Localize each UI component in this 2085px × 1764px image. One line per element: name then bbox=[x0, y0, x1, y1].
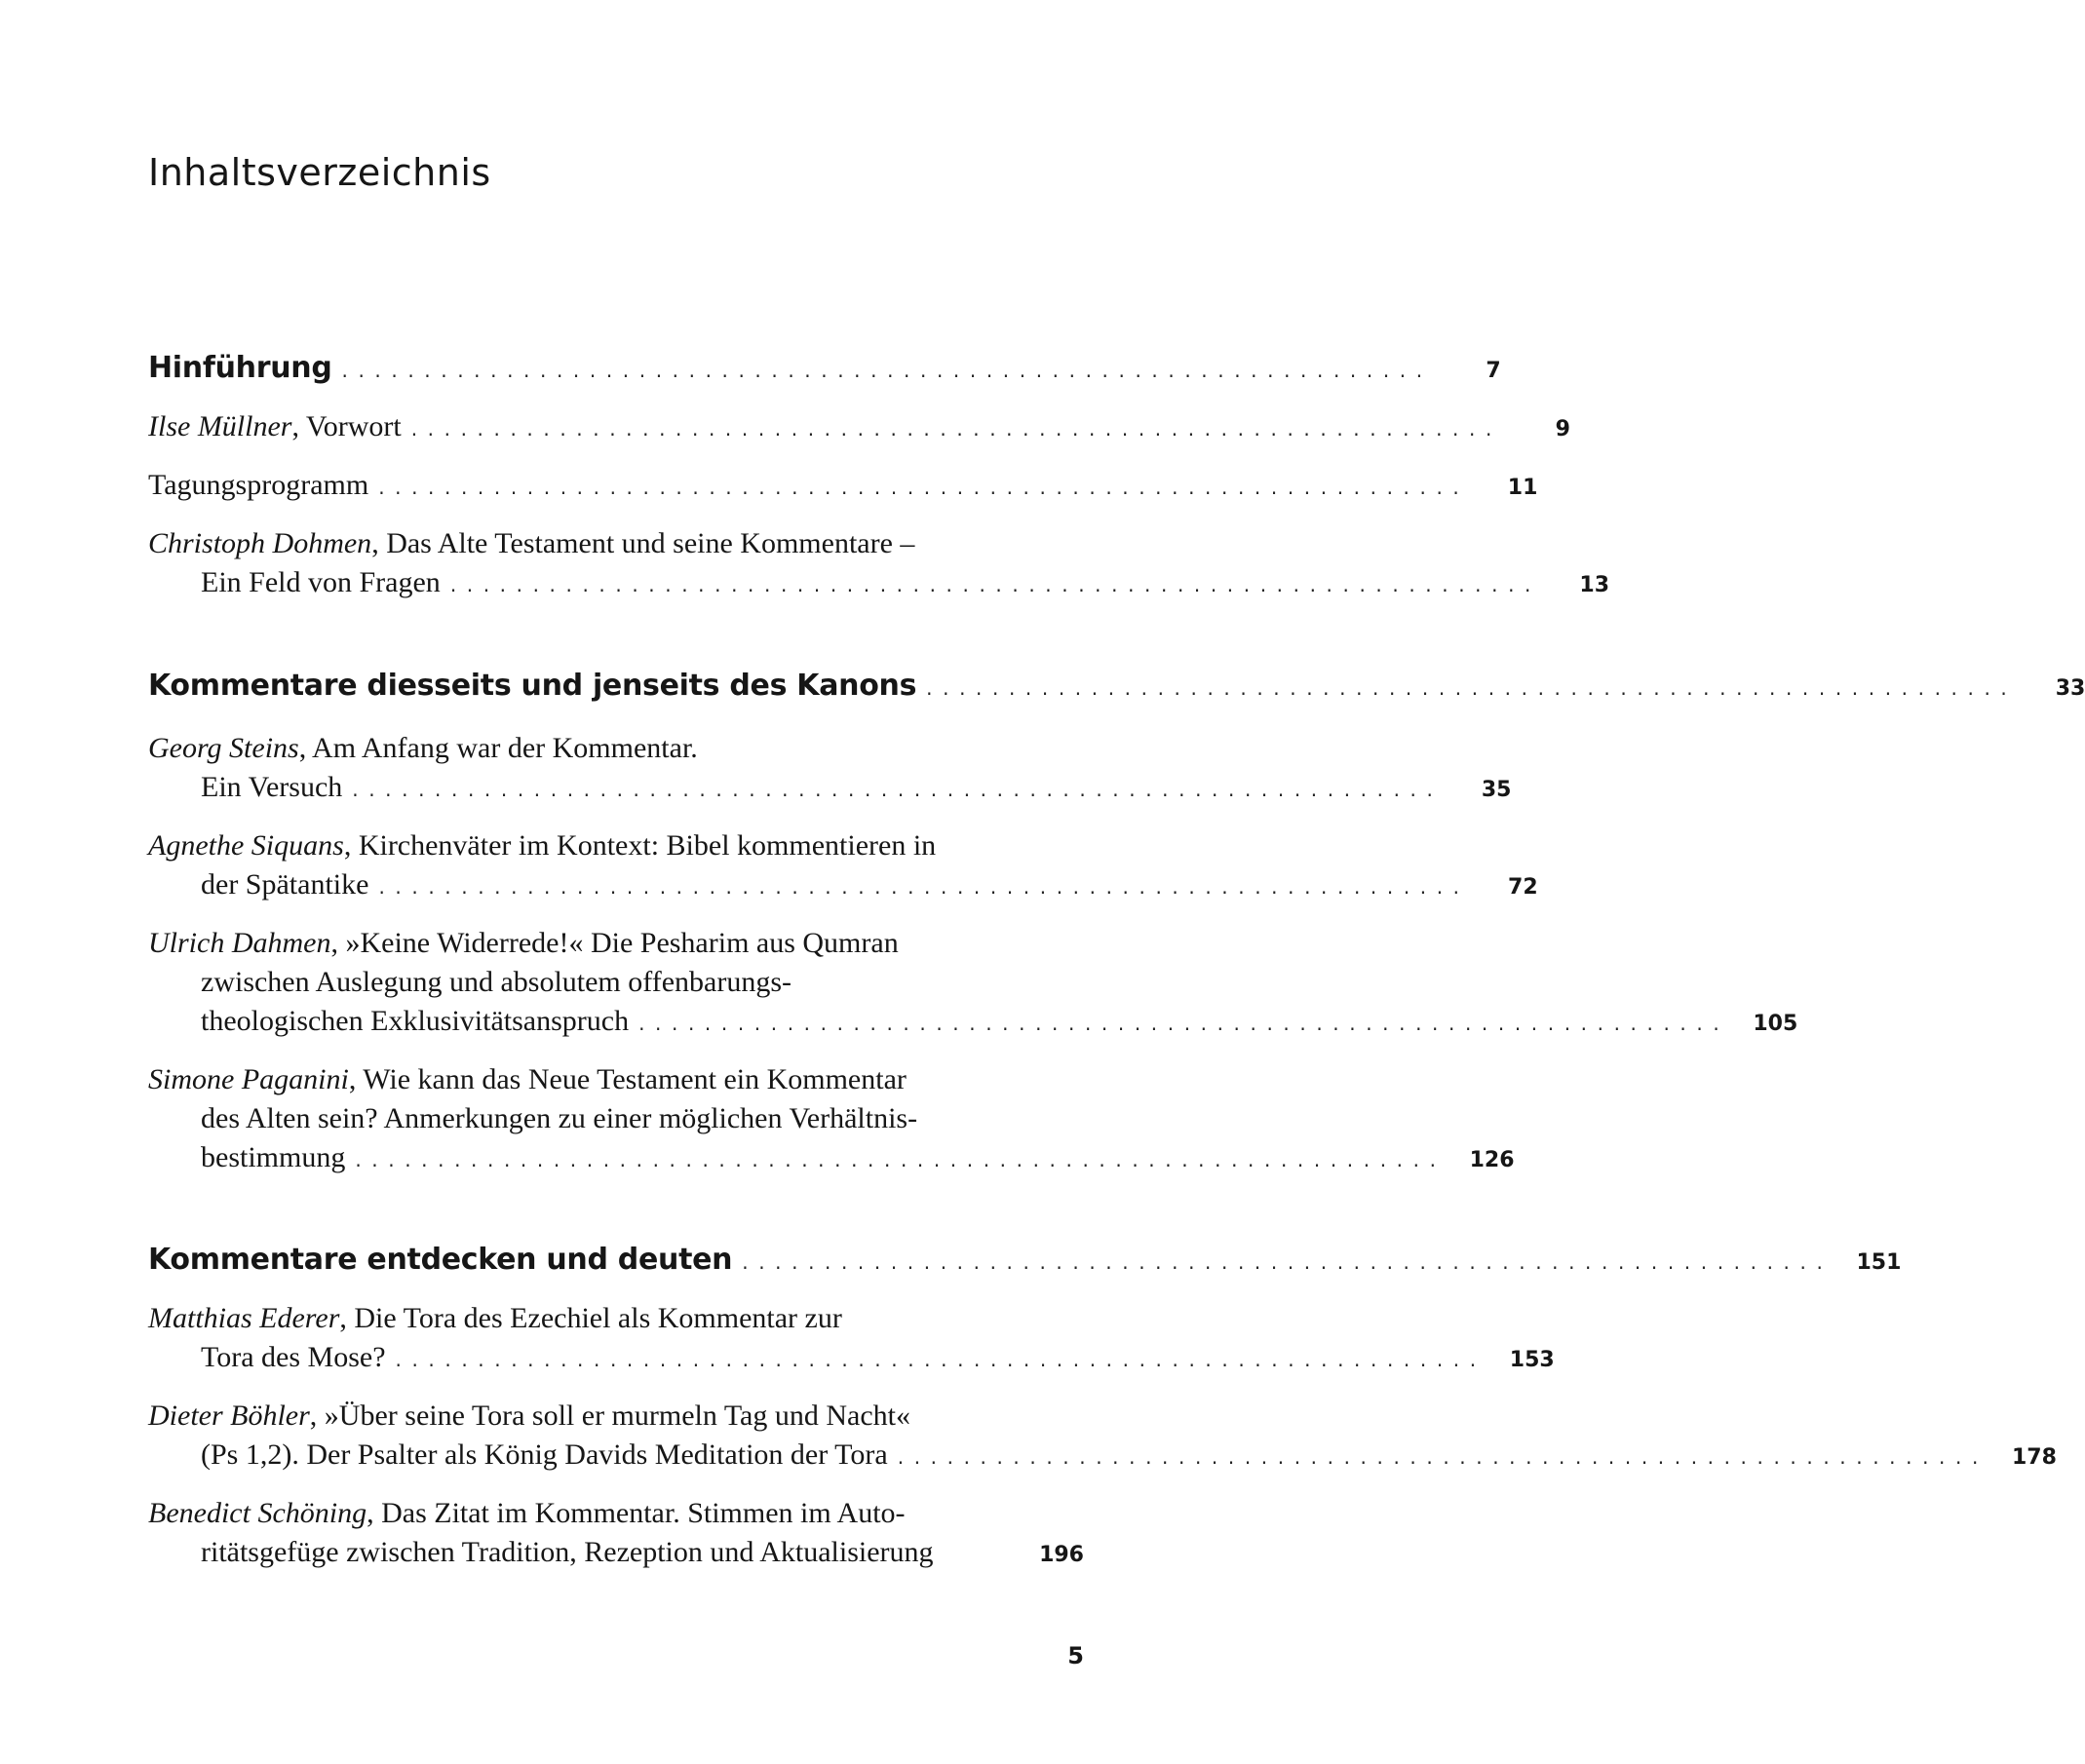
entry-author: Georg Steins bbox=[148, 732, 299, 764]
toc-entry bbox=[148, 1397, 2057, 1475]
section-heading-hinfuehrung bbox=[148, 349, 1501, 388]
entry-title: , Am Anfang war der Kommentar. bbox=[298, 732, 698, 764]
page-ref: 151 bbox=[1856, 1250, 1902, 1275]
section-heading-entdecken bbox=[148, 1241, 1902, 1280]
page-ref: 126 bbox=[1469, 1148, 1515, 1172]
toc-entry bbox=[148, 729, 1512, 807]
toc-entry bbox=[148, 1494, 1084, 1572]
page-ref: 72 bbox=[1508, 875, 1538, 900]
toc-entry bbox=[148, 466, 1538, 505]
entry-title: , Das Zitat im Kommentar. Stimmen im Auto- bbox=[367, 1497, 906, 1529]
section-heading-kanon bbox=[148, 667, 2085, 706]
entry-author: Ilse Müllner bbox=[148, 410, 292, 442]
dot-leader: .................................................................. bbox=[926, 676, 2018, 700]
dot-leader: .................................................................. bbox=[395, 1348, 1487, 1371]
page-ref: 35 bbox=[1481, 778, 1512, 802]
entry-title-cont: bestimmung bbox=[201, 1141, 346, 1173]
entry-title: , Die Tora des Ezechiel als Kommentar zur bbox=[339, 1302, 842, 1334]
page-ref: 196 bbox=[1039, 1543, 1084, 1567]
page-number: 5 bbox=[1067, 1642, 1084, 1669]
entry-author: Matthias Ederer bbox=[148, 1302, 340, 1334]
toc-entry bbox=[148, 924, 1798, 1041]
entry-title-cont: der Spätantike bbox=[201, 868, 369, 901]
entry-title: , Kirchenväter im Kontext: Bibel kommentieren in bbox=[343, 829, 937, 862]
page-ref: 105 bbox=[1753, 1012, 1798, 1036]
dot-leader: .................................................................. bbox=[341, 359, 1433, 382]
entry-title-cont: theologischen Exklusivitätsanspruch bbox=[201, 1005, 630, 1037]
entry-author: Dieter Böhler bbox=[148, 1400, 310, 1432]
entry-author: Benedict Schöning bbox=[148, 1497, 367, 1529]
page-ref: 33 bbox=[2055, 676, 2085, 701]
section-title: Kommentare entdecken und deuten bbox=[148, 1243, 733, 1277]
entry-title: , Das Alte Testament und seine Kommentare – bbox=[371, 527, 915, 559]
entry-title-cont: Ein Versuch bbox=[201, 771, 343, 803]
toc-entry bbox=[148, 1299, 1555, 1377]
page-ref: 9 bbox=[1555, 417, 1570, 441]
toc-entry bbox=[148, 407, 1570, 446]
toc-entry bbox=[148, 826, 1538, 904]
entry-title: , Vorwort bbox=[291, 410, 402, 442]
entry-author: Agnethe Siquans bbox=[148, 829, 344, 862]
entry-title-cont: Ein Feld von Fragen bbox=[201, 566, 441, 598]
dot-leader: .................................................................. bbox=[410, 417, 1502, 441]
entry-title-cont: Tora des Mose? bbox=[201, 1341, 386, 1373]
dot-leader: .................................................................. bbox=[742, 1250, 1834, 1274]
dot-leader: .................................................................. bbox=[378, 875, 1470, 899]
toc-entry bbox=[148, 524, 1610, 602]
entry-title: , Wie kann das Neue Testament ein Kommentar bbox=[348, 1063, 907, 1095]
page-ref: 13 bbox=[1579, 573, 1610, 597]
section-title: Kommentare diesseits und jenseits des Kanons bbox=[148, 669, 917, 703]
dot-leader: .................................................................. bbox=[449, 573, 1542, 596]
dot-leader: .................................................................. bbox=[352, 778, 1444, 801]
page-ref: 11 bbox=[1507, 476, 1538, 500]
dot-leader: .................................................................. bbox=[378, 476, 1470, 499]
entry-title: , »Keine Widerrede!« Die Pesharim aus Qumran bbox=[330, 927, 899, 959]
entry-title-cont: des Alten sein? Anmerkungen zu einer möglichen Verhältnis- bbox=[201, 1102, 918, 1134]
entry-author: Christoph Dohmen bbox=[148, 527, 372, 559]
entry-title-cont: zwischen Auslegung und absolutem offenbarungs- bbox=[201, 966, 792, 998]
section-title: Hinführung bbox=[148, 351, 332, 385]
entry-author: Ulrich Dahmen bbox=[148, 927, 331, 959]
dot-leader: .................................................................. bbox=[897, 1445, 1988, 1469]
dot-leader: .................................................................. bbox=[638, 1012, 1730, 1035]
page-ref: 178 bbox=[2012, 1445, 2057, 1470]
toc-entry bbox=[148, 1060, 1515, 1177]
entry-title: Tagungsprogramm bbox=[148, 469, 369, 501]
entry-author: Simone Paganini bbox=[148, 1063, 349, 1095]
page-title: Inhaltsverzeichnis bbox=[148, 151, 491, 194]
entry-title-cont: ritätsgefüge zwischen Tradition, Rezeption und Aktualisierung bbox=[201, 1536, 934, 1568]
entry-title: , »Über seine Tora soll er murmeln Tag und Nacht« bbox=[309, 1400, 910, 1432]
page-ref: 7 bbox=[1486, 359, 1501, 383]
dot-leader: .................................................................. bbox=[355, 1148, 1447, 1171]
page-ref: 153 bbox=[1509, 1348, 1555, 1372]
entry-title-cont: (Ps 1,2). Der Psalter als König Davids Meditation der Tora bbox=[201, 1438, 888, 1471]
